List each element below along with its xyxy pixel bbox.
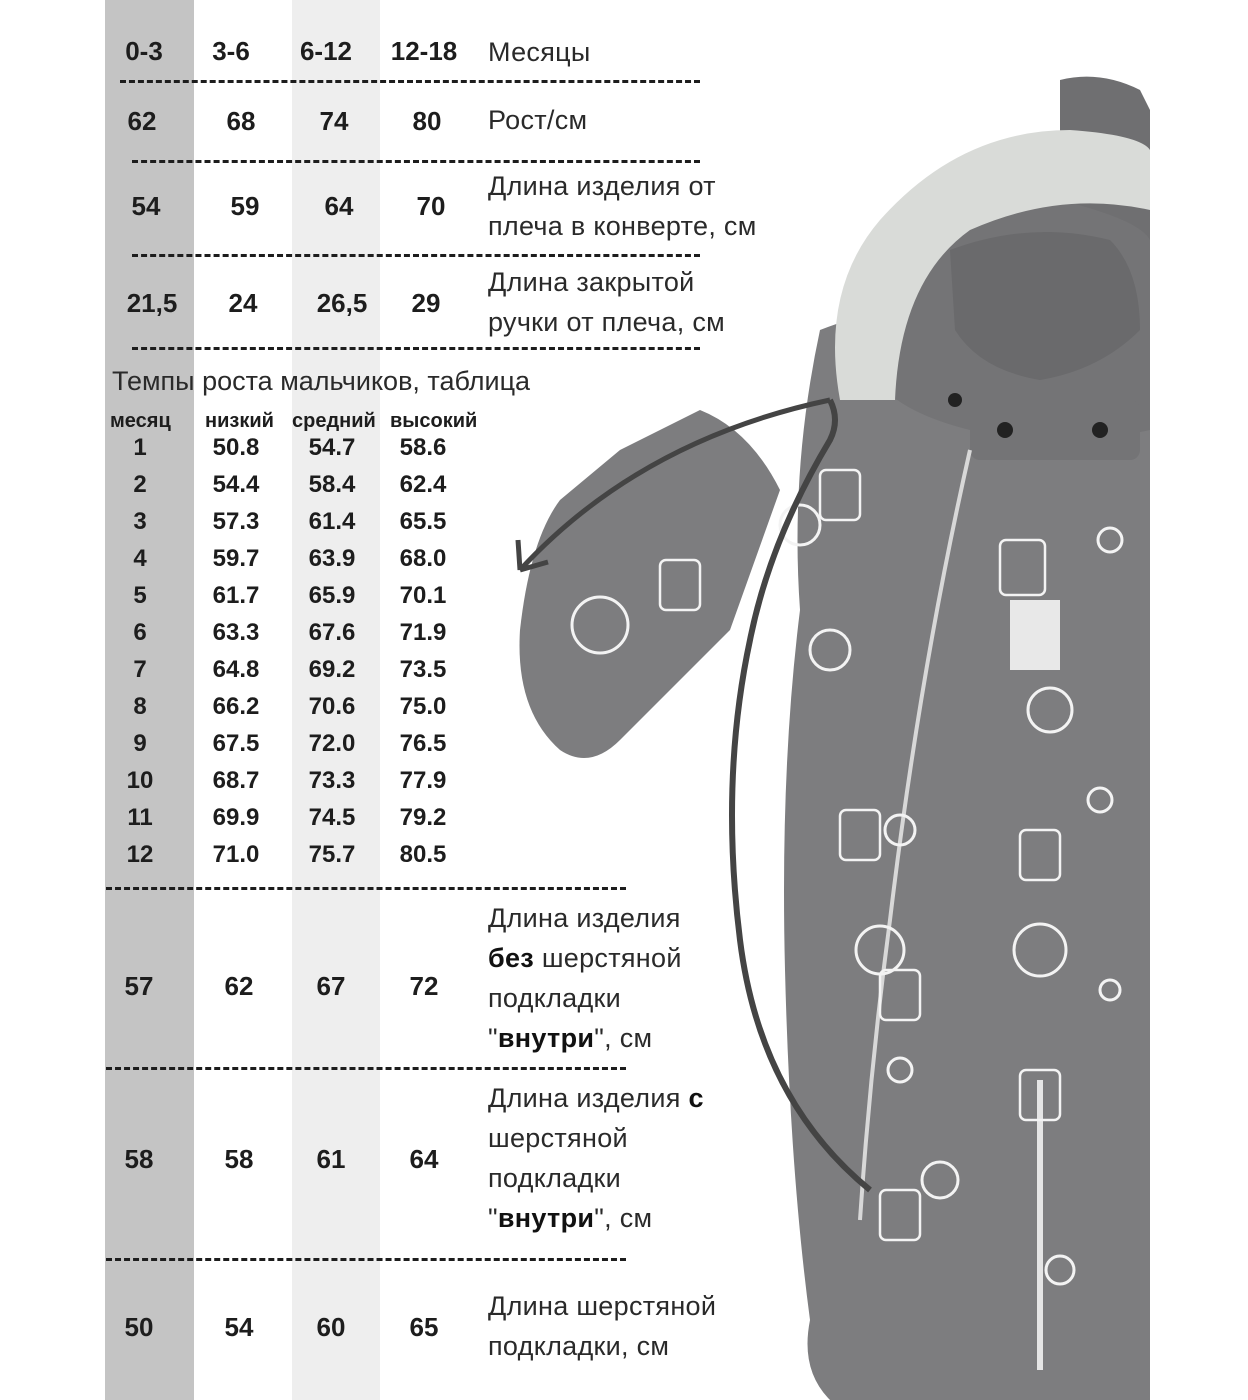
row-label-length-without-lining: Длина изделия без шерстяной подкладки "внутри", см	[488, 903, 682, 1053]
growth-cell: 9	[133, 730, 147, 757]
growth-cell: 69.9	[212, 804, 260, 831]
growth-cell: 61.4	[308, 508, 356, 535]
cell: 50	[124, 1312, 154, 1342]
growth-cell: 12	[126, 841, 154, 868]
growth-cell: 71.0	[212, 841, 260, 868]
growth-cell: 59.7	[212, 545, 260, 572]
growth-table-title: Темпы роста мальчиков, таблица	[112, 366, 531, 396]
growth-cell: 58.6	[399, 434, 447, 461]
cell: 64	[409, 1144, 439, 1174]
cell: 64	[324, 191, 354, 221]
cell: 70	[416, 191, 446, 221]
cell: 57	[124, 971, 154, 1001]
growth-cell: 65.9	[308, 582, 356, 609]
growth-cell: 54.7	[308, 434, 356, 461]
growth-cell: 75.0	[399, 693, 447, 720]
growth-cell: 7	[133, 656, 147, 683]
cell: 61	[316, 1144, 346, 1174]
cell: 72	[409, 971, 439, 1001]
growth-cell: 63.3	[212, 619, 260, 646]
cell: 26,5	[316, 288, 368, 318]
growth-cell: 11	[127, 804, 153, 831]
growth-cell: 66.2	[212, 693, 260, 720]
growth-cell: 70.6	[308, 693, 356, 720]
growth-header-high: высокий	[390, 410, 478, 432]
cell: 58	[124, 1144, 154, 1174]
growth-header-mid: средний	[292, 410, 376, 432]
growth-cell: 72.0	[308, 730, 356, 757]
growth-cell: 58.4	[308, 471, 356, 498]
growth-header-month: месяц	[110, 410, 171, 432]
growth-cell: 79.2	[399, 804, 447, 831]
cell: 59	[230, 191, 260, 221]
snap-button	[948, 393, 962, 407]
row-label-length-with-lining: Длина изделия с шерстяной подкладки "внутри", см	[488, 1083, 704, 1233]
cell: 58	[224, 1144, 254, 1174]
growth-cell: 68.7	[212, 767, 260, 794]
cell: 3-6	[212, 36, 250, 66]
growth-cell: 61.7	[212, 582, 260, 609]
growth-cell: 71.9	[399, 619, 447, 646]
cell: 0-3	[125, 36, 163, 66]
growth-cell: 62.4	[399, 471, 447, 498]
growth-cell: 67.6	[308, 619, 356, 646]
growth-cell: 3	[133, 508, 147, 535]
cell: 54	[224, 1312, 254, 1342]
growth-cell: 70.1	[399, 582, 447, 609]
growth-cell: 1	[133, 434, 147, 461]
growth-cell: 57.3	[212, 508, 260, 535]
cell: 54	[131, 191, 161, 221]
cell: 29	[411, 288, 441, 318]
collar-tab	[970, 400, 1140, 460]
growth-cell: 80.5	[399, 841, 447, 868]
growth-cell: 2	[133, 471, 147, 498]
row-label-sleeve-length: Длина закрытой ручки от плеча, см	[488, 267, 726, 337]
growth-cell: 50.8	[212, 434, 260, 461]
cell: 60	[316, 1312, 346, 1342]
growth-cell: 69.2	[308, 656, 356, 683]
growth-cell: 54.4	[212, 471, 260, 498]
cell: 62	[127, 106, 157, 136]
snap-button	[997, 422, 1013, 438]
growth-cell: 5	[133, 582, 147, 609]
growth-cell: 74.5	[308, 804, 356, 831]
snap-button	[1092, 422, 1108, 438]
row-label-height: Рост/см	[488, 105, 588, 135]
growth-cell: 6	[133, 619, 147, 646]
growth-cell: 68.0	[399, 545, 447, 572]
growth-cell: 63.9	[308, 545, 356, 572]
curved-arrow-icon	[490, 380, 890, 1280]
growth-header-low: низкий	[205, 410, 274, 432]
cell: 62	[224, 971, 254, 1001]
cell: 65	[409, 1312, 439, 1342]
row-label-length-envelope: Длина изделия от плеча в конверте, см	[488, 171, 757, 241]
cell: 68	[226, 106, 256, 136]
growth-cell: 10	[126, 767, 154, 794]
growth-cell: 65.5	[399, 508, 447, 535]
growth-cell: 77.9	[399, 767, 447, 794]
growth-cell: 4	[133, 545, 147, 572]
cell: 12-18	[390, 36, 458, 66]
growth-cell: 75.7	[308, 841, 356, 868]
growth-cell: 76.5	[399, 730, 447, 757]
growth-cell: 64.8	[212, 656, 260, 683]
row-label-months: Месяцы	[488, 37, 591, 67]
growth-cell: 73.3	[308, 767, 356, 794]
cell: 6-12	[299, 36, 353, 66]
growth-cell: 8	[133, 693, 147, 720]
brand-patch	[1010, 600, 1060, 670]
cell: 67	[316, 971, 346, 1001]
cell: 80	[412, 106, 442, 136]
cell: 24	[228, 288, 258, 318]
growth-cell: 73.5	[399, 656, 447, 683]
row-label-lining-length: Длина шерстяной подкладки, см	[488, 1291, 717, 1361]
cell: 74	[319, 106, 349, 136]
growth-cell: 67.5	[212, 730, 260, 757]
cell: 21,5	[126, 288, 178, 318]
